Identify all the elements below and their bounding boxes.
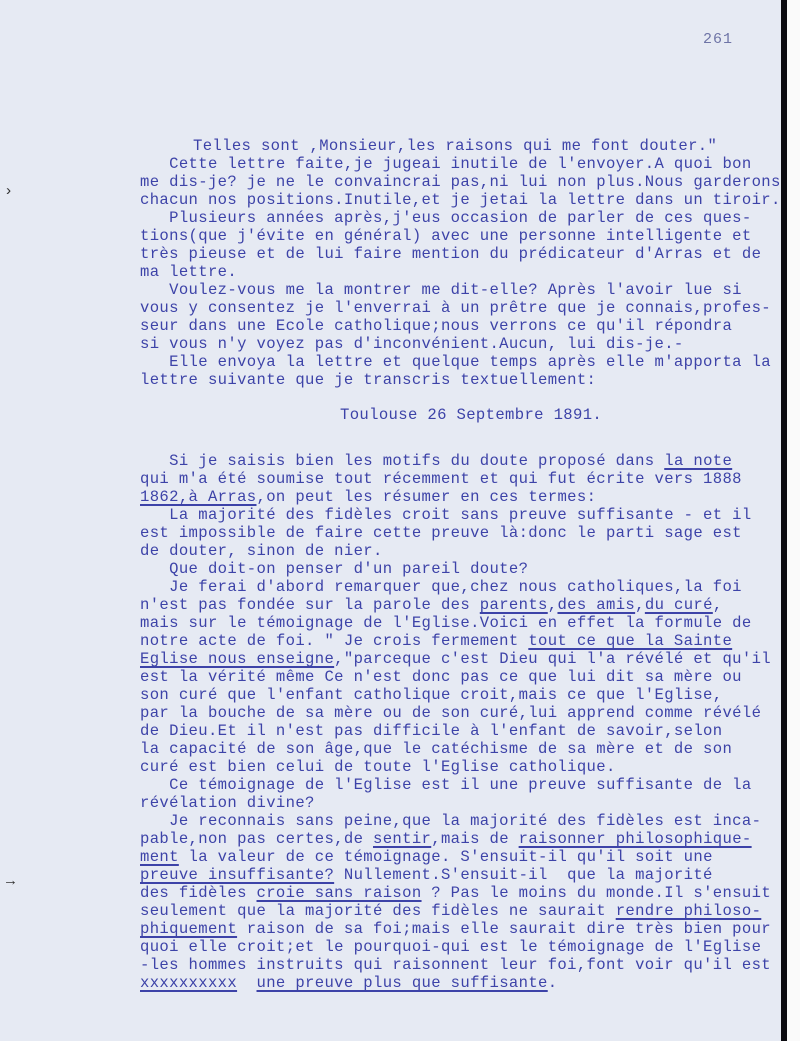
text-line (140, 794, 315, 812)
text-run: quoi elle croit;et le pourquoi-qui est le témoignage de l'Eglise (140, 938, 762, 956)
text-run: la capacité de son âge,que le catéchisme de sa mère et de son (140, 740, 733, 758)
text-line (140, 902, 761, 920)
text-run: vous y consentez je l'enverrai à un prêtre que je connais,profes- (140, 299, 772, 317)
text-run: est impossible de faire cette preuve là:donc le parti sage est (140, 524, 742, 542)
text-run: Telles sont ,Monsieur,les raisons qui me font douter." (193, 137, 718, 155)
text-run: de Dieu.Et il n'est pas difficile à l'enfant de savoir,selon (140, 722, 723, 740)
underlined-text: une preuve plus que suffisante (256, 974, 548, 992)
text-line (140, 722, 722, 740)
underlined-text: Eglise nous enseigne (140, 650, 335, 668)
text-line (140, 263, 237, 281)
underlined-text: parents (479, 596, 548, 614)
text-line (140, 299, 771, 317)
text-line (140, 812, 761, 830)
text-run: , (712, 596, 723, 614)
text-run: La majorité des fidèles croit sans preuve suffisante - et il (140, 506, 752, 524)
text-run: ma lettre. (140, 263, 238, 281)
text-line (140, 686, 722, 704)
text-line (140, 371, 596, 389)
text-line (140, 452, 732, 470)
text-run: Que doit-on penser d'un pareil doute? (140, 560, 529, 578)
underlined-text: 1862,à Arras (140, 488, 257, 506)
text-run: me dis-je? je ne le convaincrai pas,ni lui non plus.Nous garderons (140, 173, 781, 191)
text-line (140, 353, 771, 371)
underlined-text: croie sans raison (256, 884, 422, 902)
text-line (140, 956, 771, 974)
text-run: Ce témoignage de l'Eglise est il une preuve suffisante de la (140, 776, 752, 794)
text-line (140, 632, 732, 650)
text-line (140, 227, 752, 245)
text-line (140, 506, 752, 524)
text-run: raison de sa foi;mais elle saurait dire très bien pour (237, 920, 772, 938)
text-line (140, 866, 713, 884)
text-line (140, 470, 742, 488)
text-line (140, 488, 596, 506)
text-line (340, 406, 602, 424)
text-line (140, 848, 713, 866)
text-run: révélation divine? (140, 794, 315, 812)
text-run: n'est pas fondée sur la parole des (140, 596, 480, 614)
text-run: Je ferai d'abord remarquer que,chez nous catholiques,la foi (140, 578, 742, 596)
text-run: chacun nos positions.Inutile,et je jetai la lettre dans un tiroir. (140, 191, 781, 209)
text-run: Je reconnais sans peine,que la majorité des fidèles est inca- (140, 812, 762, 830)
text-line (193, 137, 717, 155)
text-line (140, 830, 752, 848)
text-line (140, 884, 771, 902)
text-line (140, 281, 742, 299)
text-run: des fidèles (140, 884, 257, 902)
text-line (140, 524, 742, 542)
underlined-text: sentir (373, 830, 432, 848)
text-run: , (635, 596, 645, 614)
margin-mark-bottom: → (6, 873, 16, 890)
text-line (140, 317, 732, 335)
text-line (140, 560, 528, 578)
underlined-text: la note (664, 452, 733, 470)
underlined-text: xxxxxxxxxx (140, 974, 238, 992)
text-run: Si je saisis bien les motifs du doute proposé dans (140, 452, 665, 470)
text-run: de douter, sinon de nier. (140, 542, 383, 560)
text-line (140, 614, 752, 632)
text-line (140, 650, 771, 668)
text-run: si vous n'y voyez pas d'inconvénient.Aucun, lui dis-je.- (140, 335, 684, 353)
text-run: seur dans une Ecole catholique;nous verrons ce qu'il répondra (140, 317, 733, 335)
text-run: . (547, 974, 558, 992)
text-run: lettre suivante que je transcris textuellement: (140, 371, 597, 389)
text-run: très pieuse et de lui faire mention du prédicateur d'Arras et de (140, 245, 762, 263)
text-run: qui m'a été soumise tout récemment et qui fut écrite vers 1888 (140, 470, 742, 488)
text-run: Elle envoya la lettre et quelque temps après elle m'apporta la (140, 353, 772, 371)
text-run: Plusieurs années après,j'eus occasion de parler de ces ques- (140, 209, 752, 227)
text-line (140, 974, 557, 992)
text-run: mais sur le témoignage de l'Eglise.Voici en effet la formule de (140, 614, 752, 632)
text-run: par la bouche de sa mère ou de son curé,lui apprend comme révélé (140, 704, 762, 722)
text-run: Toulouse 26 Septembre 1891. (340, 406, 603, 424)
text-run: tions(que j'évite en général) avec une personne intelligente et (140, 227, 752, 245)
text-line (140, 596, 723, 614)
text-run: Voulez-vous me la montrer me dit-elle? Après l'avoir lue si (140, 281, 742, 299)
text-line (140, 578, 742, 596)
text-line (140, 668, 742, 686)
underlined-text: du curé (644, 596, 713, 614)
text-run: la valeur de ce témoignage. S'ensuit-il qu'il soit une (178, 848, 713, 866)
text-line (140, 191, 781, 209)
text-line (140, 155, 752, 173)
text-line (140, 335, 684, 353)
text-line (140, 920, 771, 938)
text-run: notre acte de foi. " Je crois fermement (140, 632, 529, 650)
margin-mark-top: › (4, 183, 14, 200)
underlined-text: tout ce que la Sainte (528, 632, 733, 650)
text-run: Cette lettre faite,je jugeai inutile de l'envoyer.A quoi bon (140, 155, 752, 173)
text-run: curé est bien celui de toute l'Eglise catholique. (140, 758, 616, 776)
text-line (140, 740, 732, 758)
page-number: 261 (703, 31, 734, 48)
text-run (237, 974, 256, 992)
text-line (140, 704, 761, 722)
text-line (140, 209, 752, 227)
underlined-text: ment (140, 848, 179, 866)
underlined-text: preuve insuffisante? (140, 866, 335, 884)
underlined-text: des amis (557, 596, 636, 614)
scan-border (787, 0, 800, 1041)
text-run: est la vérité même Ce n'est donc pas ce que lui dit sa mère ou (140, 668, 742, 686)
text-run: , (547, 596, 558, 614)
text-line (140, 173, 781, 191)
text-line (140, 938, 761, 956)
underlined-text: phiquement (140, 920, 238, 938)
text-run: ,on peut les résumer en ces termes: (256, 488, 597, 506)
text-run: ? Pas le moins du monde.Il s'ensuit (421, 884, 772, 902)
text-run: son curé que l'enfant catholique croit,mais ce que l'Eglise, (140, 686, 723, 704)
text-run: ,"parceque c'est Dieu qui l'a révélé et qu'il (334, 650, 772, 668)
underlined-text: raisonner philosophique- (518, 830, 752, 848)
text-line (140, 776, 752, 794)
text-run: pable,non pas certes,de (140, 830, 373, 848)
text-line (140, 245, 761, 263)
text-run: Nullement.S'ensuit-il que la majorité (334, 866, 713, 884)
text-line (140, 542, 383, 560)
text-line (140, 758, 616, 776)
underlined-text: rendre philoso- (615, 902, 762, 920)
text-run: ,mais de (431, 830, 519, 848)
text-run: seulement que la majorité des fidèles ne saurait (140, 902, 616, 920)
text-run: -les hommes instruits qui raisonnent leur foi,font voir qu'il est (140, 956, 772, 974)
